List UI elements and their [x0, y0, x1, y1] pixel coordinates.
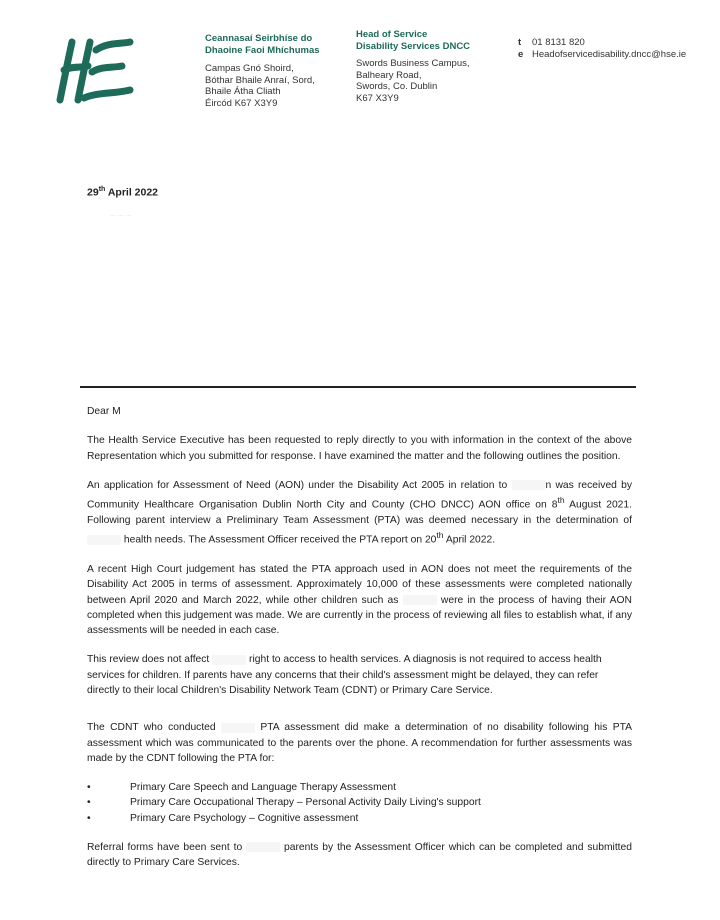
- letterhead-irish: [205, 33, 345, 109]
- irish-title-line1: Ceannasaí Seirbhíse do: [205, 33, 313, 44]
- english-address-line: K67 X3Y9: [356, 92, 399, 104]
- paragraph-6-part: Referral forms have been sent to: [87, 842, 243, 854]
- irish-address-line: Bóthar Bhaile Anraí, Sord,: [205, 74, 315, 86]
- english-address-line: Swords, Co. Dublin: [356, 81, 438, 92]
- paragraph-6: [87, 840, 632, 871]
- paragraph-5-part: The CDNT who conducted: [87, 722, 216, 734]
- date-suffix: th: [98, 186, 106, 193]
- paragraph-4: [87, 652, 632, 698]
- email-row: [518, 49, 718, 61]
- paragraph-2-part: April 2022.: [443, 534, 496, 546]
- salutation: Dear M: [87, 406, 121, 417]
- letterhead-contact: [518, 37, 718, 60]
- paragraph-4-part: This review does not affect: [87, 654, 210, 666]
- english-address-line: Balheary Road,: [356, 69, 422, 81]
- english-address-line: Swords Business Campus,: [356, 58, 470, 69]
- paragraph-6-part: parents by the Assessment Officer which can be completed and submitted directly to Primary Care Services.: [87, 842, 632, 869]
- faint-redacted-line: ... ... ...: [110, 211, 132, 218]
- redacted-name: [87, 535, 121, 545]
- paragraph-4-part: right to access to health services. A diagnosis is not required to access health services for children. If parents have any concerns that their child's assessment might be delayed, they can refer directly to their local Children's Disability Network Team (CDNT) or Primary Care Service.: [87, 654, 602, 696]
- irish-address: [205, 63, 345, 109]
- irish-address-line: Campas Gnó Shoird,: [205, 63, 294, 74]
- list-item: • Primary Care Speech and Language Therapy Assessment: [87, 780, 632, 795]
- paragraph-5-part: PTA assessment did make a determination of no disability following his PTA assessment which was communicated to the parents over the phone. A recommendation for further assessments was made by the CDNT following the PTA for:: [87, 722, 632, 764]
- paragraph-2-part: health needs. The Assessment Officer received the PTA report on 20: [123, 534, 437, 546]
- hse-logo: [50, 36, 134, 104]
- letter-date: [87, 186, 158, 199]
- redacted-name: [221, 723, 255, 733]
- paragraph-5: [87, 720, 632, 766]
- phone-number: 01 8131 820: [532, 37, 585, 48]
- superscript: th: [557, 495, 565, 506]
- date-rest: April 2022: [105, 186, 159, 199]
- superscript: th: [436, 530, 444, 541]
- phone-row: [518, 37, 718, 49]
- email-label: e: [518, 48, 524, 60]
- redacted-name: [212, 655, 246, 665]
- redacted-name: [403, 595, 437, 605]
- date-day: 29: [87, 186, 99, 199]
- email-address: Headofservicedisability.dncc@hse.ie: [532, 48, 687, 60]
- divider-rule: [80, 386, 636, 388]
- redacted-name: [512, 480, 546, 490]
- paragraph-2-part: August 2021. Following parent interview a Preliminary Team Assessment (PTA) was deemed necessary in the determination of: [87, 499, 632, 526]
- irish-address-line: Éircód K67 X3Y9: [205, 97, 278, 109]
- english-title-line1: Head of Service: [356, 29, 428, 40]
- paragraph-2: [87, 478, 632, 548]
- paragraph-1: The Health Service Executive has been requested to reply directly to you with information in the context of the above Representation which you submitted for response. I have examined the matter and the following outlines the position.: [87, 435, 632, 462]
- paragraph-3-part: A recent High Court judgement has stated the PTA approach used in AON does not meet the requirements of the Disability Act 2005 in terms of assessment. Approximately 10,000 of these assessments were completed nationally between April 2020 and March 2022, while other children such as: [87, 563, 632, 606]
- letterhead-english: [356, 29, 506, 104]
- recommendation-list: [87, 780, 632, 826]
- phone-label: t: [518, 37, 522, 48]
- paragraph-2-part: An application for Assessment of Need (AON) under the Disability Act 2005 in relation to: [87, 479, 508, 491]
- english-address: [356, 58, 506, 104]
- paragraph-3-part: were in the process of having their AON completed when this judgement was made. We are currently in the process of reviewing all files to establish what, if any assessments will be needed in each case.: [87, 594, 632, 637]
- paragraph-3: [87, 562, 632, 638]
- english-title-line2: Disability Services DNCC: [356, 40, 471, 52]
- paragraph-2-part: n was received by Community Healthcare Organisation Dublin North City and County (CHO DNCC) AON office on 8: [87, 479, 632, 511]
- redacted-name: [246, 842, 280, 852]
- letter-body: [87, 404, 632, 871]
- list-item: • Primary Care Psychology – Cognitive assessment: [87, 811, 632, 826]
- irish-address-line: Bhaile Átha Cliath: [205, 86, 281, 97]
- irish-title-line2: Dhaoine Faoi Mhíchumas: [205, 44, 320, 56]
- list-item: • Primary Care Occupational Therapy – Personal Activity Daily Living's support: [87, 795, 632, 810]
